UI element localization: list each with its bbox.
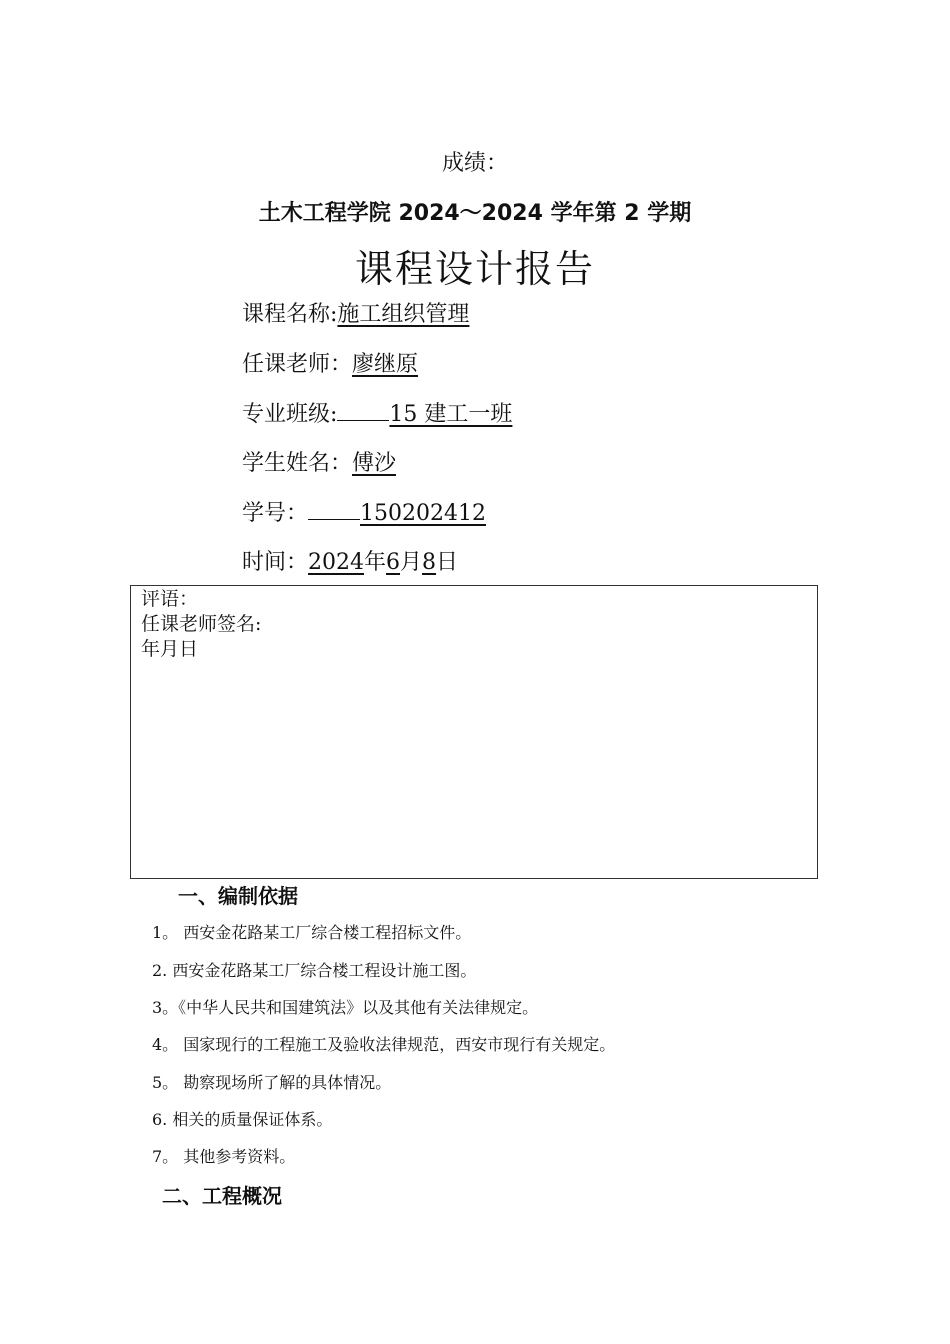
id-label: 学号： [242, 501, 309, 526]
time-year-unit: 年 [364, 550, 387, 575]
time-year: 2024 [308, 550, 365, 575]
list-item: 1。 西安金花路某工厂综合楼工程招标文件。 [152, 923, 472, 942]
list-item: 6. 相关的质量保证体系。 [152, 1110, 333, 1129]
list-item: 5。 勘察现场所了解的具体情况。 [152, 1073, 392, 1092]
time-month-unit: 月 [400, 550, 423, 575]
course-label: 课程名称: [242, 302, 338, 327]
class-label: 专业班级: [242, 402, 338, 427]
comment-box [130, 585, 818, 879]
report-title: 课程设计报告 [354, 247, 595, 291]
section-heading-basis: 一、编制依据 [178, 884, 298, 908]
list-item: 7。 其他参考资料。 [152, 1147, 296, 1166]
list-item: 3。《中华人民共和国建筑法》以及其他有关法律规定。 [152, 998, 539, 1017]
comments-label: 评语： [141, 588, 199, 610]
time-day-unit: 日 [436, 550, 459, 575]
date-label: 年月日 [141, 638, 199, 660]
time-month: 6 [386, 550, 401, 575]
class-underline-pad [337, 402, 389, 421]
teacher-value: 廖继原 [352, 352, 419, 377]
list-item: 4。 国家现行的工程施工及验收法律规范，西安市现行有关规定。 [152, 1035, 616, 1054]
course-field [242, 297, 469, 328]
id-field [242, 496, 486, 527]
signature-label: 任课老师签名: [141, 613, 262, 635]
id-value: 150202412 [360, 501, 486, 526]
list-item: 2. 西安金花路某工厂综合楼工程设计施工图。 [152, 961, 477, 980]
section-heading-overview: 二、工程概况 [162, 1184, 282, 1208]
grade-label: 成绩： [441, 151, 508, 176]
student-label: 学生姓名： [242, 451, 353, 476]
id-underline-pad [308, 501, 360, 520]
class-field [242, 397, 512, 428]
time-label: 时间： [242, 550, 309, 575]
class-value: 15 建工一班 [389, 402, 513, 427]
teacher-field [242, 347, 418, 378]
student-value: 傅沙 [352, 451, 397, 476]
teacher-label: 任课老师： [242, 352, 353, 377]
time-field [242, 545, 458, 576]
time-day: 8 [422, 550, 437, 575]
student-field [242, 446, 396, 477]
course-value: 施工组织管理 [337, 302, 470, 327]
semester-line: 土木工程学院 2024～2024 学年第 2 学期 [258, 201, 692, 226]
